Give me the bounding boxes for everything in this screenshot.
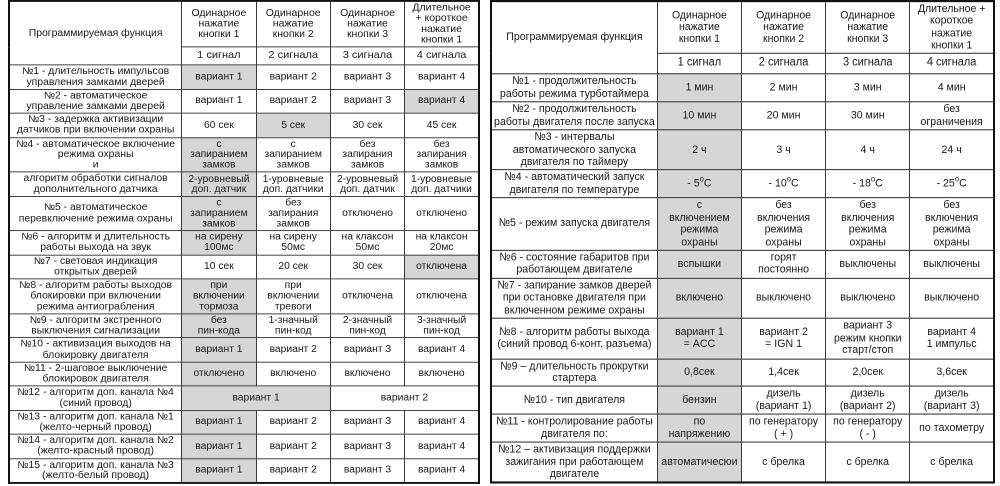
value-cell[interactable]: 3,6сек (910, 359, 994, 387)
value-cell[interactable]: 10 сек (182, 255, 256, 279)
header-press-column-3: Одинарное нажатие кнопки 3 (826, 1, 910, 54)
value-cell[interactable]: вариант 2 (256, 338, 330, 362)
value-cell[interactable]: на клаксон 20мс (405, 231, 479, 255)
row-function-label: №1 - продолжительность работы режима турботаймера (491, 74, 657, 102)
table-row (9, 172, 479, 196)
value-cell[interactable]: по тахометру (910, 414, 994, 442)
table-row (9, 89, 479, 113)
value-cell[interactable]: 20 сек (256, 255, 330, 279)
value-cell[interactable]: с включением режима охраны (657, 198, 741, 250)
value-cell[interactable]: выключено (826, 278, 910, 318)
value-cell[interactable]: вариант 2 = IGN 1 (741, 318, 825, 358)
value-cell[interactable]: 4 мин (910, 74, 994, 102)
degree-sign: o (870, 173, 876, 184)
table-row (491, 386, 994, 414)
value-cell[interactable]: без включения режима охраны (741, 198, 825, 250)
value-cell[interactable]: 2-уровневый доп. датчик (182, 172, 256, 196)
row-function-label: №3 - интервалы автоматического запуска двигателя по таймеру (491, 130, 657, 170)
value-cell[interactable]: вариант 4 (405, 434, 479, 458)
value-cell[interactable]: выключено (910, 278, 994, 318)
value-cell[interactable]: 2,0сек (826, 359, 910, 387)
value-cell[interactable]: - 5$^o$C (657, 170, 741, 198)
value-cell[interactable]: вариант 2 (256, 434, 330, 458)
row-function-label: №10 - активизация выходов на блокировку двигателя (9, 338, 182, 362)
value-cell[interactable]: дизель (вариант 2) (826, 386, 910, 414)
value-cell[interactable]: выключены (826, 250, 910, 278)
table-row (9, 196, 479, 230)
value-cell[interactable]: 5 сек (256, 113, 330, 137)
value-cell[interactable]: 24 ч (910, 130, 994, 170)
table-row (491, 359, 994, 387)
value-cell[interactable]: вариант 3 (330, 338, 404, 362)
right-table-container (490, 0, 995, 484)
table-row (491, 198, 994, 250)
table-row (491, 318, 994, 358)
table-row (491, 170, 994, 198)
row-function-label: №11 - контролирование работы двигателя по: (491, 414, 657, 442)
value-cell[interactable]: с брелка (910, 442, 994, 483)
value-cell[interactable]: вариант 3 (330, 410, 404, 434)
value-cell[interactable]: с брелка (741, 442, 825, 483)
row-function-label: №4 - автоматическое включение режима охраны и (9, 138, 182, 173)
value-cell[interactable]: вариант 4 (405, 458, 479, 483)
value-cell[interactable]: 3 мин (826, 74, 910, 102)
value-cell[interactable]: с запиранием замков (182, 138, 256, 173)
value-cell[interactable]: дизель (вариант 3) (910, 386, 994, 414)
value-cell[interactable]: без запирания замков (405, 138, 479, 173)
header-press-column-4: Длительное + короткое нажатие кнопки 1 (910, 1, 994, 54)
value-cell[interactable]: вариант 1 (182, 65, 256, 89)
row-function-label: №4 - автоматический запуск двигателя по температуре (491, 170, 657, 198)
value-cell[interactable]: 2 ч (657, 130, 741, 170)
header-signal-column-1: 1 сигнал (182, 47, 256, 65)
value-cell[interactable]: включено (256, 362, 330, 386)
row-function-label: №8 - алгоритм работы выхода (синий провод 6-конт. разъема) (491, 318, 657, 358)
value-cell[interactable]: вариант 3 (330, 65, 404, 89)
value-cell[interactable]: отключено (405, 196, 479, 230)
value-cell[interactable]: вариант 1 (182, 386, 331, 410)
row-function-label: №1 - длительность импульсов управления замками дверей (9, 65, 182, 89)
header-press-column-1: Одинарное нажатие кнопки 1 (657, 1, 741, 54)
table-row (9, 279, 479, 314)
header-signal-column-4: 4 сигнала (910, 54, 994, 74)
value-cell[interactable]: вариант 4 (405, 338, 479, 362)
left-table-body (9, 1, 479, 483)
table-row (9, 255, 479, 279)
value-cell[interactable]: - 25$^o$C (910, 170, 994, 198)
value-cell[interactable]: вариант 2 (256, 410, 330, 434)
header-signal-column-4: 4 сигнала (405, 47, 479, 65)
value-cell[interactable]: вариант 1 (182, 458, 256, 483)
value-cell[interactable]: отключено (330, 196, 404, 230)
header-press-column-2: Одинарное нажатие кнопки 2 (741, 1, 825, 54)
row-function-label: №8 - алгоритм работы выходов блокировки при включении режима антиограбления (9, 279, 182, 314)
value-cell[interactable]: вспышки (657, 250, 741, 278)
value-cell[interactable]: 20 мин (741, 102, 825, 130)
value-cell[interactable]: на сирену 100мс (182, 231, 256, 255)
value-cell[interactable]: выключены (910, 250, 994, 278)
value-cell[interactable]: 1,4сек (741, 359, 825, 387)
value-cell[interactable]: 1-уровневые доп. датчики (405, 172, 479, 196)
value-cell[interactable]: вариант 1 (182, 338, 256, 362)
value-cell[interactable]: без пин-кода (182, 314, 256, 338)
value-cell[interactable]: без включения режима охраны (826, 198, 910, 250)
value-cell[interactable]: вариант 4 1 импульс (910, 318, 994, 358)
table-row (9, 338, 479, 362)
value-cell[interactable]: без ограничения (910, 102, 994, 130)
value-cell[interactable]: включено (330, 362, 404, 386)
row-function-label: №9 – длительность прокрутки стартера (491, 359, 657, 387)
value-cell[interactable]: вариант 4 (405, 89, 479, 113)
value-cell[interactable]: по напряжению (657, 414, 741, 442)
value-cell[interactable]: 1-уровневые доп. датчики (256, 172, 330, 196)
table-row (491, 278, 994, 318)
value-cell[interactable]: бензин (657, 386, 741, 414)
row-function-label: №5 - режим запуска двигателя (491, 198, 657, 250)
value-cell[interactable]: при включении тревоги (256, 279, 330, 314)
value-cell[interactable]: по генератору ( + ) (741, 414, 825, 442)
value-cell[interactable]: - 18$^o$C (826, 170, 910, 198)
header-press-column-4: Длительное + короткое нажатие кнопки 1 (405, 1, 479, 47)
row-function-label: №10 - тип двигателя (491, 386, 657, 414)
row-function-label: №12 – активизация поддержки зажигания при работающем двигателе (491, 442, 657, 483)
header-press-column-1: Одинарное нажатие кнопки 1 (182, 1, 256, 47)
table-row (491, 442, 994, 483)
value-cell[interactable]: автоматичесюи (657, 442, 741, 483)
value-cell[interactable]: 30 сек (330, 113, 404, 137)
row-function-label: №3 - задержка активизации датчиков при включении охраны (9, 113, 182, 137)
table-row (9, 231, 479, 255)
left-programmable-functions-table (8, 0, 480, 484)
header-signal-column-2: 2 сигнала (256, 47, 330, 65)
row-function-label: №13 - алгоритм доп. канала №1 (желто-черный провод) (9, 410, 182, 434)
value-cell[interactable]: вариант 3 (330, 434, 404, 458)
header-press-column-2: Одинарное нажатие кнопки 2 (256, 1, 330, 47)
row-function-label: №11 - 2-шаговое выключение блокировок двигателя (9, 362, 182, 386)
table-row (491, 74, 994, 102)
value-cell[interactable]: 2 мин (741, 74, 825, 102)
value-cell[interactable]: 45 сек (405, 113, 479, 137)
value-cell[interactable]: вариант 3 (330, 89, 404, 113)
row-function-label: алгоритм обработки сигналов дополнительного датчика (9, 172, 182, 196)
value-cell[interactable]: вариант 1 = ACC (657, 318, 741, 358)
row-function-label: №2 - автоматическое управление замками дверей (9, 89, 182, 113)
value-cell[interactable]: при включении тормоза (182, 279, 256, 314)
value-cell[interactable]: 60 сек (182, 113, 256, 137)
value-cell[interactable]: 2-уровневый доп. датчик (330, 172, 404, 196)
header-press-column-3: Одинарное нажатие кнопки 3 (330, 1, 404, 47)
value-cell[interactable]: включено (405, 362, 479, 386)
value-cell[interactable]: без запирания замков (330, 138, 404, 173)
value-cell[interactable]: включено (657, 278, 741, 318)
value-cell[interactable]: без включения режима охраны (910, 198, 994, 250)
value-cell[interactable]: по генератору ( - ) (826, 414, 910, 442)
table-row (9, 362, 479, 386)
left-table-container (8, 0, 480, 484)
value-cell[interactable]: 0,8сек (657, 359, 741, 387)
value-cell[interactable]: с запиранием замков (256, 138, 330, 173)
value-cell[interactable]: на сирену 50мс (256, 231, 330, 255)
value-cell[interactable]: отключено (182, 362, 256, 386)
value-cell[interactable]: вариант 1 (182, 410, 256, 434)
header-function-label: Программируемая функция (491, 1, 657, 74)
value-cell[interactable]: на клаксон 50мс (330, 231, 404, 255)
table-row (491, 414, 994, 442)
row-function-label: №15 - алгоритм доп. канала №3 (желто-белый провод) (9, 458, 182, 483)
row-function-label: №7 - запирание замков дверей при остановке двигателя при включенном режиме охраны (491, 278, 657, 318)
row-function-label: №5 - автоматическое перевключение режима охраны (9, 196, 182, 230)
value-cell[interactable]: 10 мин (657, 102, 741, 130)
value-cell[interactable]: дизель (вариант 1) (741, 386, 825, 414)
row-function-label: №6 - состояние габаритов при работающем двигателе (491, 250, 657, 278)
value-cell[interactable]: вариант 1 (182, 434, 256, 458)
value-cell[interactable]: отключена (330, 279, 404, 314)
row-function-label: №7 - световая индикация открытых дверей (9, 255, 182, 279)
table-row (9, 410, 479, 434)
value-cell[interactable]: с запиранием замков (182, 196, 256, 230)
value-cell[interactable]: вариант 4 (405, 410, 479, 434)
header-signal-column-1: 1 сигнал (657, 54, 741, 74)
right-table-body (491, 1, 994, 483)
value-cell[interactable]: 30 мин (826, 102, 910, 130)
value-cell[interactable]: вариант 2 (256, 458, 330, 483)
table-row (491, 130, 994, 170)
value-cell[interactable]: вариант 1 (182, 89, 256, 113)
table-row (491, 250, 994, 278)
value-cell[interactable]: вариант 2 (330, 386, 479, 410)
value-cell[interactable]: 1-значный пин-код (256, 314, 330, 338)
table-row (491, 102, 994, 130)
header-row-press (9, 1, 479, 47)
row-function-label: №9 - алгоритм экстренного выключения сигнализации (9, 314, 182, 338)
header-signal-column-3: 3 сигнала (330, 47, 404, 65)
value-cell[interactable]: 1 мин (657, 74, 741, 102)
right-programmable-functions-table (490, 0, 995, 484)
table-row (9, 138, 479, 173)
row-function-label: №6 - алгоритм и длительность работы выхода на звук (9, 231, 182, 255)
value-cell[interactable]: вариант 2 (256, 65, 330, 89)
value-cell[interactable]: отключена (405, 255, 479, 279)
value-cell[interactable]: 3 ч (741, 130, 825, 170)
value-cell[interactable]: 4 ч (826, 130, 910, 170)
value-cell[interactable]: с брелка (826, 442, 910, 483)
row-function-label: №2 - продолжительность работы двигателя после запуска (491, 102, 657, 130)
degree-sign: o (954, 173, 960, 184)
value-cell[interactable]: отключена (405, 279, 479, 314)
header-signal-column-2: 2 сигнала (741, 54, 825, 74)
value-cell[interactable]: - 10$^o$C (741, 170, 825, 198)
value-cell[interactable]: вариант 3 (330, 458, 404, 483)
table-row (9, 65, 479, 89)
value-cell[interactable]: вариант 2 (256, 89, 330, 113)
header-row-press (491, 1, 994, 54)
value-cell[interactable]: 2-значный пин-код (330, 314, 404, 338)
table-row (9, 386, 479, 410)
header-function-label: Программируемая функция (9, 1, 182, 65)
table-row (9, 458, 479, 483)
table-row (9, 314, 479, 338)
value-cell[interactable]: вариант 3 режим кнопки старт/стоп (826, 318, 910, 358)
value-cell[interactable]: 30 сек (330, 255, 404, 279)
value-cell[interactable]: 3-значный пин-код (405, 314, 479, 338)
value-cell[interactable]: выключено (741, 278, 825, 318)
header-signal-column-3: 3 сигнала (826, 54, 910, 74)
table-row (9, 113, 479, 137)
value-cell[interactable]: без запирания замков (256, 196, 330, 230)
degree-sign: o (786, 173, 791, 184)
value-cell[interactable]: вариант 4 (405, 65, 479, 89)
row-function-label: №14 - алгоритм доп. канала №2 (желто-красный провод) (9, 434, 182, 458)
table-row (9, 434, 479, 458)
row-function-label: №12 - алгоритм доп. канала №4 (синий провод) (9, 386, 182, 410)
degree-sign: o (699, 173, 704, 184)
value-cell[interactable]: горят постоянно (741, 250, 825, 278)
